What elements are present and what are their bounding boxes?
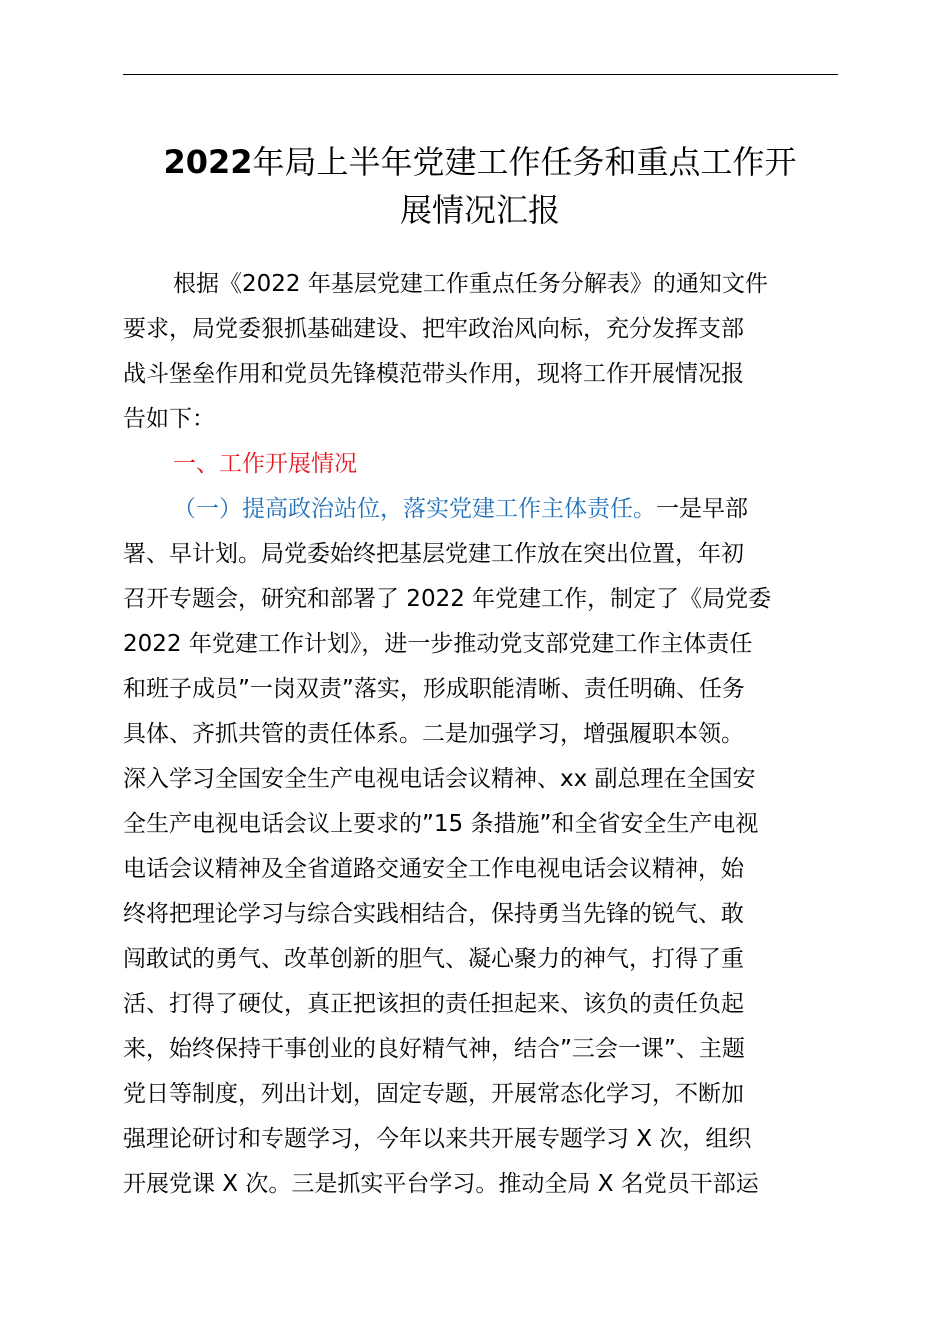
document-title [110,138,850,234]
body-line-7: 全生产电视电话会议上要求的”15 条措施”和全省安全生产电视 [123,811,759,837]
body-line-15: 开展党课 X 次。三是抓实平台学习。推动全局 X 名党员干部运 [123,1171,759,1197]
subsection-first-line [123,487,838,532]
body-line-5: 具体、齐抓共管的责任体系。二是加强学习，增强履职本领。 [123,721,744,747]
intro-line-2: 要求，局党委狠抓基础建设、把牢政治风向标，充分发挥支部 [123,316,744,342]
body-line-13: 党日等制度，列出计划，固定专题，开展常态化学习，不断加 [123,1081,744,1107]
intro-line-4: 告如下： [123,406,215,432]
subsection-first-line-rest: 一是早部 [656,496,748,522]
section-heading: 一、工作开展情况 [173,451,357,477]
subsection-heading: （一）提高政治站位，落实党建工作主体责任。 [173,496,656,522]
body-line-12: 来，始终保持干事创业的良好精气神，结合”三会一课”、主题 [123,1036,745,1062]
title-line-1 [110,138,850,186]
title-year: 2022 [163,143,253,181]
body-line-6: 深入学习全国安全生产电视电话会议精神、xx 副总理在全国安 [123,766,756,792]
title-line-2: 展情况汇报 [399,191,560,229]
body-line-11: 活、打得了硬仗，真正把该担的责任担起来、该负的责任负起 [123,991,744,1017]
document-body [123,262,838,1207]
body-line-10: 闯敢试的勇气、改革创新的胆气、凝心聚力的神气，打得了重 [123,946,744,972]
title-line-1-text: 年局上半年党建工作任务和重点工作开 [252,143,797,181]
body-line-1: 署、早计划。局党委始终把基层党建工作放在突出位置，年初 [123,541,744,567]
body-line-9: 终将把理论学习与综合实践相结合，保持勇当先锋的锐气、敢 [123,901,744,927]
intro-line-1: 根据《2022 年基层党建工作重点任务分解表》的通知文件 [173,271,768,297]
body-line-3: 2022 年党建工作计划》，进一步推动党支部党建工作主体责任 [123,631,753,657]
header-rule [123,74,838,75]
body-line-14: 强理论研讨和专题学习，今年以来共开展专题学习 X 次，组织 [123,1126,752,1152]
body-line-4: 和班子成员”一岗双责”落实，形成职能清晰、责任明确、任务 [123,676,745,702]
intro-line-3: 战斗堡垒作用和党员先锋模范带头作用，现将工作开展情况报 [123,361,744,387]
body-line-2: 召开专题会，研究和部署了 2022 年党建工作，制定了《局党委 [123,586,772,612]
body-line-8: 电话会议精神及全省道路交通安全工作电视电话会议精神，始 [123,856,744,882]
